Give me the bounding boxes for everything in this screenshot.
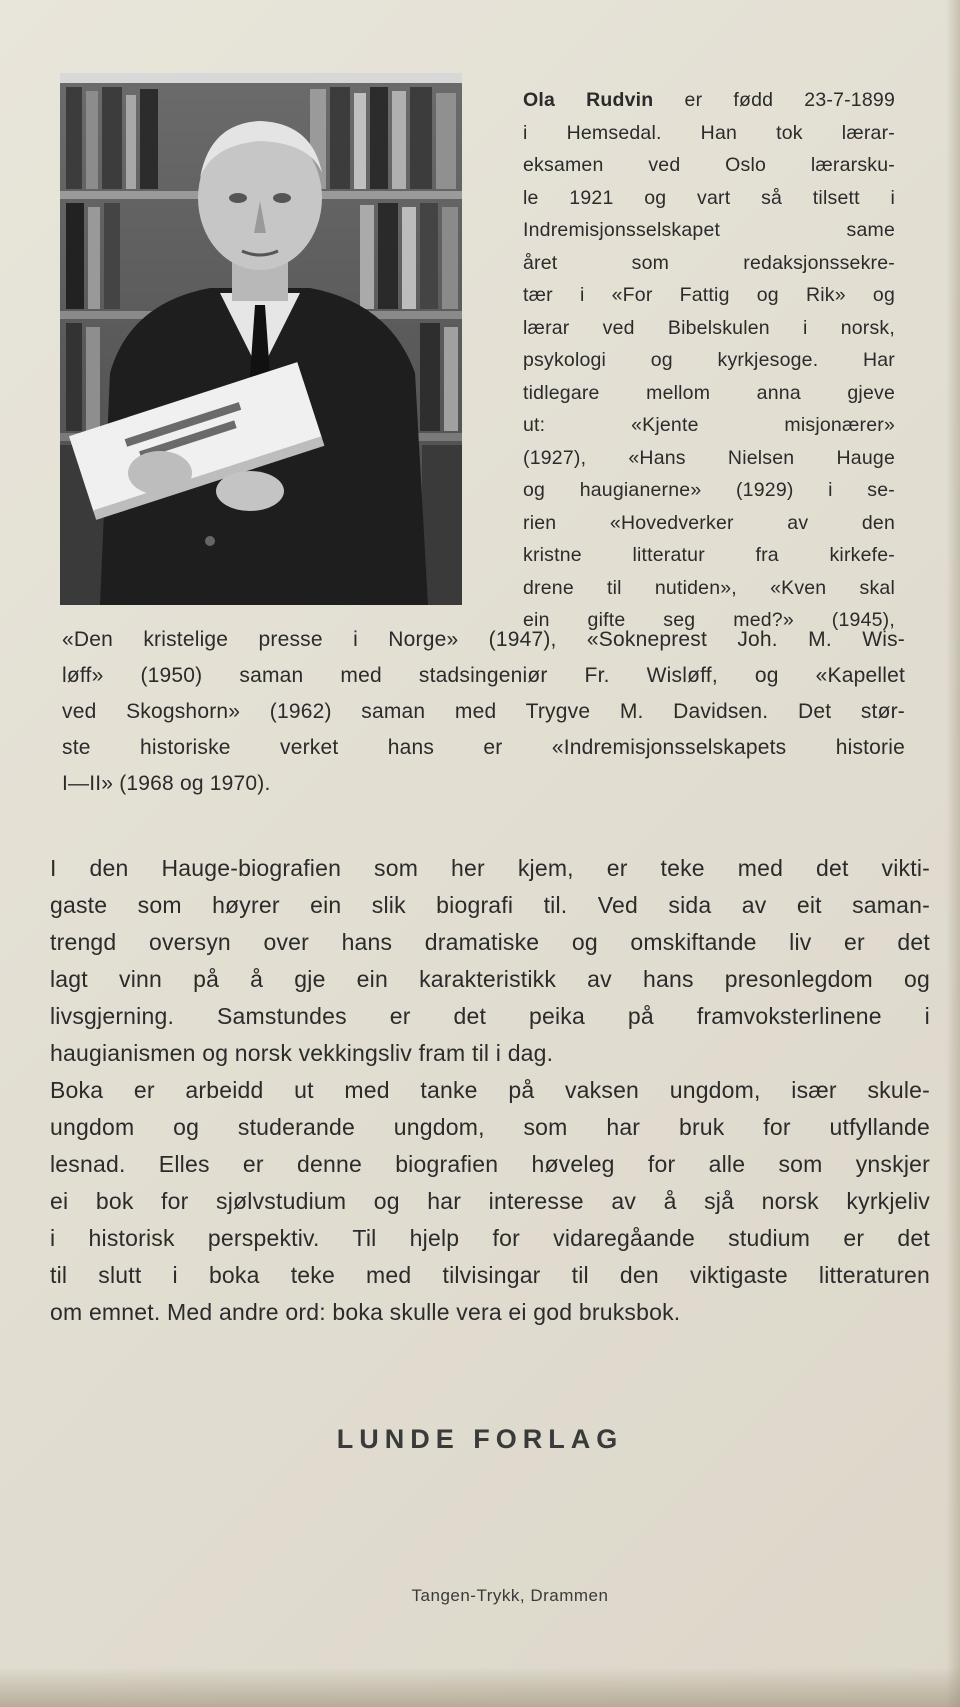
author-bio-side-column (523, 84, 895, 637)
bio-line: ein gifte seg med?» (1945), (523, 609, 895, 631)
bio-line: (1927), «Hans Nielsen Hauge (523, 446, 895, 469)
bio-line: le 1921 og vart så tilsett i (523, 186, 895, 209)
bio-line: ved Skogshorn» (1962) saman med Trygve M. Davidsen. Det stør- (62, 700, 905, 723)
bio-line: ste historiske verket hans er «Indremisjonsselskapets historie (62, 736, 905, 759)
page-bottom-shadow (0, 1667, 960, 1707)
description-line: lagt vinn på å gje ein karakteristikk av hans presonlegdom og (50, 966, 930, 992)
description-line: lesnad. Elles er denne biografien høveleg for alle som ynskjer (50, 1151, 930, 1177)
portrait-illustration (60, 73, 462, 605)
bio-line: lærar ved Bibelskulen i norsk, (523, 316, 895, 339)
bio-line (523, 84, 895, 117)
description-line: ei bok for sjølvstudium og har interesse av å sjå norsk kyrkjeliv (50, 1188, 930, 1214)
description-line: I den Hauge-biografien som her kjem, er teke med det vikti- (50, 855, 930, 881)
bio-line: «Den kristelige presse i Norge» (1947), «Sokneprest Joh. M. Wis- (62, 628, 905, 651)
bio-line: Indremisjonsselskapet same (523, 219, 895, 241)
description-line: ungdom og studerande ungdom, som har bruk for utfyllande (50, 1114, 930, 1140)
description-line: til slutt i boka teke med tilvisingar til den viktigaste litteraturen (50, 1262, 930, 1288)
bio-line: tidlegare mellom anna gjeve (523, 381, 895, 404)
bio-line: løff» (1950) saman med stadsingeniør Fr. Wisløff, og «Kapellet (62, 664, 905, 687)
author-bio-continuation (62, 622, 905, 802)
bio-line-text: er fødd 23-7-1899 (653, 89, 895, 111)
description-line: gaste som høyrer ein slik biografi til. Ved sida av eit saman- (50, 892, 930, 918)
bio-line: eksamen ved Oslo lærarsku- (523, 154, 895, 176)
bio-line: drene til nutiden», «Kven skal (523, 576, 895, 599)
publisher-name: LUNDE FORLAG (336, 1424, 624, 1454)
bio-line: kristne litteratur fra kirkefe- (523, 544, 895, 566)
bio-line: tær i «For Fattig og Rik» og (523, 284, 895, 306)
printer-imprint: Tangen-Trykk, Drammen (411, 1586, 609, 1605)
description-line: livsgjerning. Samstundes er det peika på framvoksterlinene i (50, 1003, 930, 1029)
author-name: Ola Rudvin (523, 89, 654, 111)
bio-line: ut: «Kjente misjonærer» (523, 414, 895, 436)
page-edge-shadow (946, 0, 960, 1707)
description-line: i historisk perspektiv. Til hjelp for vidaregåande studium er det (50, 1225, 930, 1251)
description-line: Boka er arbeidd ut med tanke på vaksen ungdom, især skule- (50, 1077, 930, 1103)
bio-line: og haugianerne» (1929) i se- (523, 479, 895, 501)
description-line: haugianismen og norsk vekkingsliv fram til i dag. (50, 1040, 554, 1066)
description-line: om emnet. Med andre ord: boka skulle vera ei god bruksbok. (50, 1299, 681, 1325)
book-description (50, 850, 930, 1331)
bio-line: i Hemsedal. Han tok lærar- (523, 121, 895, 144)
bio-line: året som redaksjonssekre- (523, 251, 895, 274)
bio-line: psykologi og kyrkjesoge. Har (523, 349, 895, 371)
bio-line: rien «Hovedverker av den (523, 511, 895, 534)
description-line: trengd oversyn over hans dramatiske og omskiftande liv er det (50, 929, 930, 955)
bio-line: I—II» (1968 og 1970). (62, 772, 271, 795)
author-portrait-photo (60, 73, 462, 605)
